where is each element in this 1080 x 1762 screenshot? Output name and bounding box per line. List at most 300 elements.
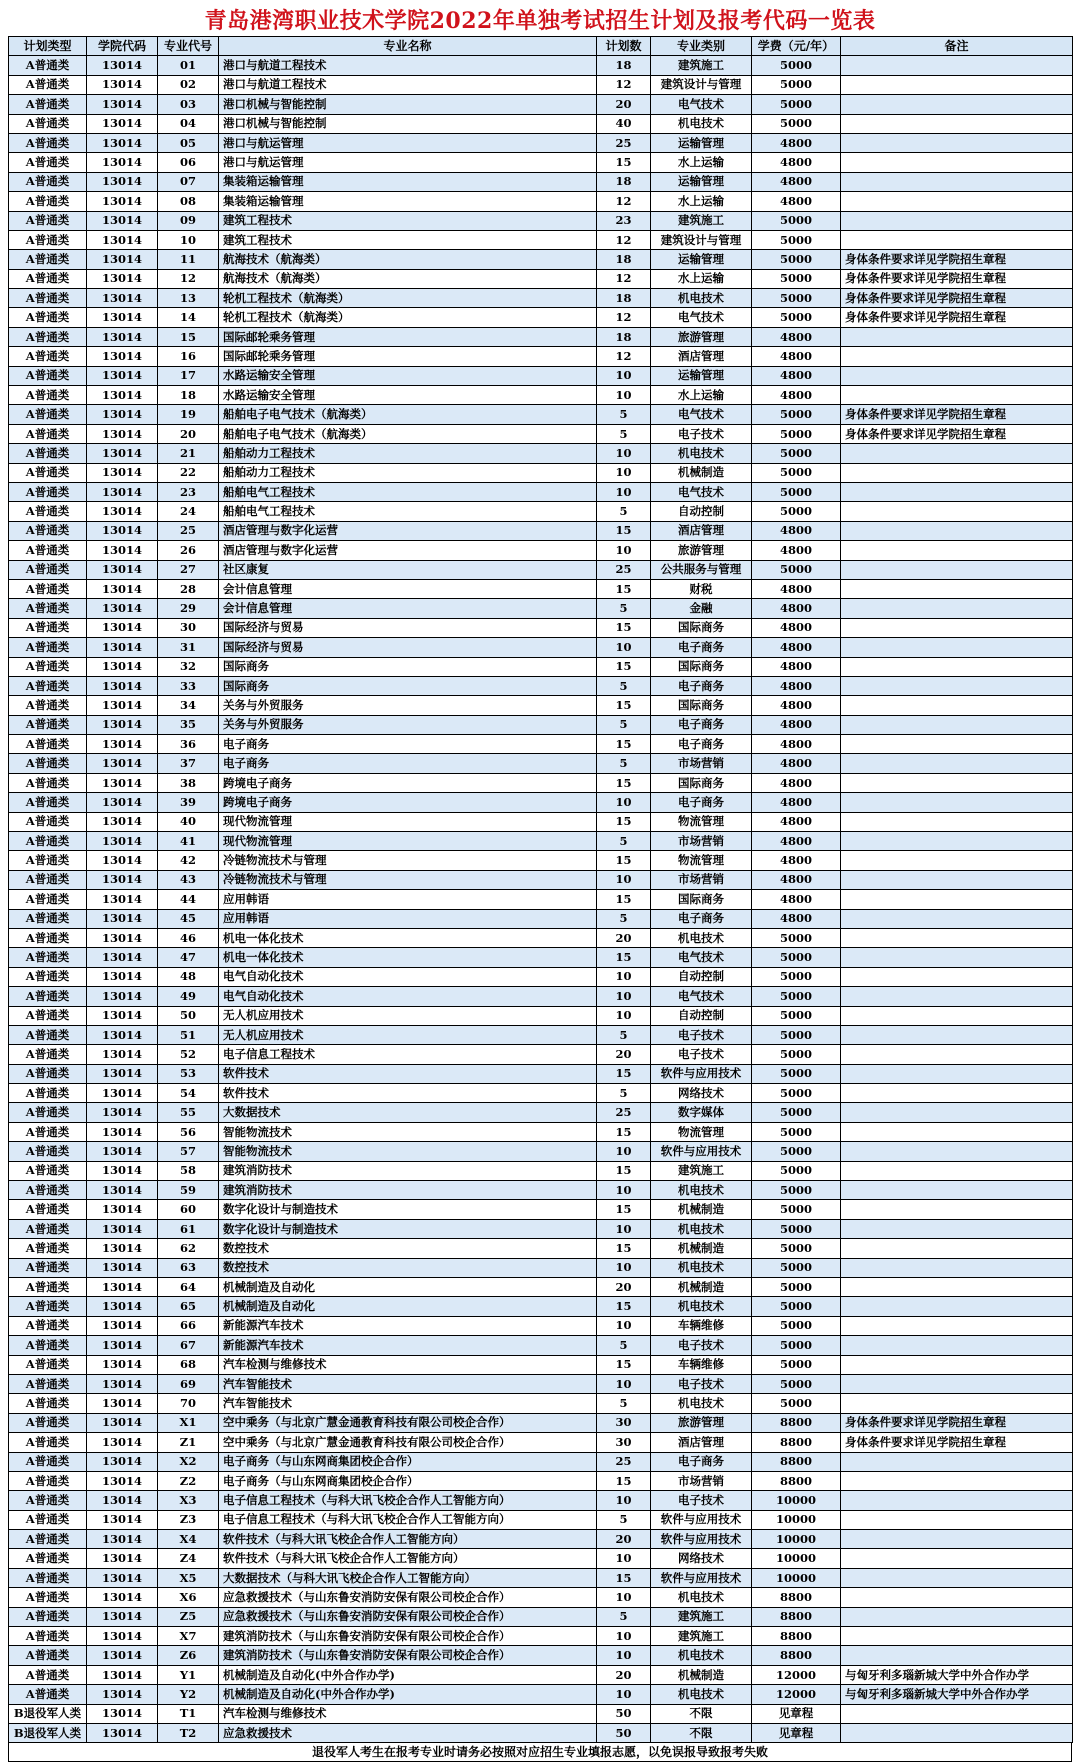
plan-type-cell: A普通类 (9, 1452, 87, 1471)
major-code-cell: 51 (158, 1025, 219, 1044)
tuition-cell: 5000 (752, 75, 841, 94)
table-row (9, 754, 1073, 773)
table-row (9, 1607, 1073, 1626)
table-row (9, 1568, 1073, 1587)
plan-count-cell: 5 (597, 1336, 651, 1355)
major-category-cell: 电子技术 (651, 1374, 752, 1393)
major-category-cell: 不限 (651, 1723, 752, 1742)
college-code-cell: 13014 (87, 289, 158, 308)
major-name-cell: 跨境电子商务 (219, 773, 597, 792)
college-code-cell: 13014 (87, 1297, 158, 1316)
plan-count-cell: 10 (597, 1374, 651, 1393)
plan-count-cell: 12 (597, 308, 651, 327)
plan-count-cell: 50 (597, 1704, 651, 1723)
college-code-cell: 13014 (87, 967, 158, 986)
major-category-cell: 建筑设计与管理 (651, 75, 752, 94)
tuition-cell: 4800 (752, 754, 841, 773)
plan-count-cell: 5 (597, 1025, 651, 1044)
table-row (9, 211, 1073, 230)
college-code-cell: 13014 (87, 366, 158, 385)
plan-count-cell: 10 (597, 1258, 651, 1277)
plan-count-cell: 5 (597, 909, 651, 928)
major-name-cell: 电子商务（与山东网商集团校企合作） (219, 1471, 597, 1490)
table-row (9, 153, 1073, 172)
major-category-cell: 机电技术 (651, 1588, 752, 1607)
major-name-cell: 关务与外贸服务 (219, 715, 597, 734)
plan-type-cell: A普通类 (9, 192, 87, 211)
table-row (9, 1413, 1073, 1432)
table-row (9, 1219, 1073, 1238)
tuition-cell: 10000 (752, 1530, 841, 1549)
major-category-cell: 物流管理 (651, 1122, 752, 1141)
table-row (9, 308, 1073, 327)
table-row (9, 987, 1073, 1006)
tuition-cell: 见章程 (752, 1723, 841, 1742)
plan-count-cell: 30 (597, 1413, 651, 1432)
major-name-cell: 会计信息管理 (219, 579, 597, 598)
remarks-cell (841, 1355, 1073, 1374)
plan-type-cell: A普通类 (9, 172, 87, 191)
plan-count-cell: 15 (597, 1064, 651, 1083)
table-row (9, 521, 1073, 540)
remarks-cell (841, 192, 1073, 211)
plan-type-cell: A普通类 (9, 696, 87, 715)
table-row (9, 599, 1073, 618)
tuition-cell: 8800 (752, 1627, 841, 1646)
tuition-cell: 5000 (752, 1181, 841, 1200)
table-row (9, 444, 1073, 463)
major-code-cell: 67 (158, 1336, 219, 1355)
header-major-name: 专业名称 (219, 37, 597, 56)
plan-count-cell: 50 (597, 1723, 651, 1742)
major-name-cell: 酒店管理与数字化运营 (219, 541, 597, 560)
plan-type-cell: A普通类 (9, 1084, 87, 1103)
college-code-cell: 13014 (87, 1219, 158, 1238)
tuition-cell: 5000 (752, 211, 841, 230)
major-code-cell: Z2 (158, 1471, 219, 1490)
table-row (9, 541, 1073, 560)
major-name-cell: 港口与航道工程技术 (219, 56, 597, 75)
plan-count-cell: 10 (597, 793, 651, 812)
remarks-cell (841, 890, 1073, 909)
college-code-cell: 13014 (87, 95, 158, 114)
college-code-cell: 13014 (87, 676, 158, 695)
major-category-cell: 机械制造 (651, 1239, 752, 1258)
plan-type-cell: A普通类 (9, 1530, 87, 1549)
header-major-code: 专业代号 (158, 37, 219, 56)
plan-count-cell: 15 (597, 521, 651, 540)
plan-type-cell: A普通类 (9, 1200, 87, 1219)
major-name-cell: 空中乘务（与北京广慧金通教育科技有限公司校企合作） (219, 1433, 597, 1452)
tuition-cell: 4800 (752, 832, 841, 851)
remarks-cell (841, 967, 1073, 986)
plan-type-cell: A普通类 (9, 715, 87, 734)
remarks-cell: 与匈牙利多瑙新城大学中外合作办学 (841, 1685, 1073, 1704)
major-name-cell: 冷链物流技术与管理 (219, 870, 597, 889)
college-code-cell: 13014 (87, 657, 158, 676)
major-category-cell: 旅游管理 (651, 541, 752, 560)
major-category-cell: 电子商务 (651, 909, 752, 928)
plan-type-cell: A普通类 (9, 386, 87, 405)
table-row (9, 95, 1073, 114)
major-name-cell: 电子信息工程技术（与科大讯飞校企合作人工智能方向） (219, 1510, 597, 1529)
major-category-cell: 软件与应用技术 (651, 1064, 752, 1083)
plan-count-cell: 5 (597, 424, 651, 443)
plan-type-cell: A普通类 (9, 1006, 87, 1025)
plan-type-cell: A普通类 (9, 114, 87, 133)
table-row (9, 812, 1073, 831)
plan-count-cell: 12 (597, 230, 651, 249)
table-row (9, 289, 1073, 308)
plan-count-cell: 25 (597, 560, 651, 579)
major-category-cell: 机电技术 (651, 1258, 752, 1277)
tuition-cell: 8800 (752, 1433, 841, 1452)
major-category-cell: 网络技术 (651, 1549, 752, 1568)
major-name-cell: 汽车智能技术 (219, 1374, 597, 1393)
major-name-cell: 船舶动力工程技术 (219, 463, 597, 482)
plan-count-cell: 20 (597, 1045, 651, 1064)
remarks-cell (841, 560, 1073, 579)
plan-count-cell: 15 (597, 657, 651, 676)
tuition-cell: 5000 (752, 560, 841, 579)
major-category-cell: 建筑设计与管理 (651, 230, 752, 249)
major-code-cell: 01 (158, 56, 219, 75)
major-category-cell: 财税 (651, 579, 752, 598)
major-name-cell: 集装箱运输管理 (219, 172, 597, 191)
major-name-cell: 水路运输安全管理 (219, 366, 597, 385)
plan-type-cell: A普通类 (9, 405, 87, 424)
remarks-cell (841, 1588, 1073, 1607)
major-code-cell: 31 (158, 638, 219, 657)
plan-type-cell: A普通类 (9, 890, 87, 909)
plan-count-cell: 15 (597, 948, 651, 967)
remarks-cell (841, 1704, 1073, 1723)
major-code-cell: Y2 (158, 1685, 219, 1704)
plan-count-cell: 15 (597, 579, 651, 598)
major-category-cell: 机电技术 (651, 1181, 752, 1200)
tuition-cell: 5000 (752, 269, 841, 288)
tuition-cell: 5000 (752, 1219, 841, 1238)
plan-count-cell: 30 (597, 1433, 651, 1452)
plan-count-cell: 5 (597, 754, 651, 773)
major-code-cell: 04 (158, 114, 219, 133)
major-category-cell: 机电技术 (651, 114, 752, 133)
tuition-cell: 4800 (752, 366, 841, 385)
table-row (9, 1471, 1073, 1490)
college-code-cell: 13014 (87, 424, 158, 443)
major-name-cell: 数字化设计与制造技术 (219, 1200, 597, 1219)
college-code-cell: 13014 (87, 1530, 158, 1549)
college-code-cell: 13014 (87, 230, 158, 249)
major-category-cell: 电气技术 (651, 987, 752, 1006)
major-code-cell: 09 (158, 211, 219, 230)
table-row (9, 618, 1073, 637)
college-code-cell: 13014 (87, 1161, 158, 1180)
plan-type-cell: A普通类 (9, 1355, 87, 1374)
plan-type-cell: A普通类 (9, 1142, 87, 1161)
college-code-cell: 13014 (87, 579, 158, 598)
plan-count-cell: 20 (597, 1530, 651, 1549)
major-code-cell: 06 (158, 153, 219, 172)
college-code-cell: 13014 (87, 1142, 158, 1161)
tuition-cell: 4800 (752, 599, 841, 618)
major-name-cell: 数控技术 (219, 1239, 597, 1258)
plan-type-cell: A普通类 (9, 153, 87, 172)
major-category-cell: 机械制造 (651, 1200, 752, 1219)
major-name-cell: 建筑消防技术 (219, 1181, 597, 1200)
remarks-cell (841, 1374, 1073, 1393)
plan-count-cell: 10 (597, 1006, 651, 1025)
remarks-cell: 身体条件要求详见学院招生章程 (841, 1433, 1073, 1452)
table-row (9, 366, 1073, 385)
plan-count-cell: 10 (597, 1491, 651, 1510)
table-row (9, 463, 1073, 482)
plan-type-cell: A普通类 (9, 793, 87, 812)
plan-count-cell: 10 (597, 1219, 651, 1238)
tuition-cell: 4800 (752, 192, 841, 211)
major-category-cell: 运输管理 (651, 366, 752, 385)
tuition-cell: 5000 (752, 95, 841, 114)
college-code-cell: 13014 (87, 541, 158, 560)
college-code-cell: 13014 (87, 347, 158, 366)
header-major-category: 专业类别 (651, 37, 752, 56)
tuition-cell: 5000 (752, 928, 841, 947)
major-category-cell: 软件与应用技术 (651, 1142, 752, 1161)
tuition-cell: 5000 (752, 967, 841, 986)
remarks-cell (841, 987, 1073, 1006)
major-category-cell: 机电技术 (651, 1646, 752, 1665)
college-code-cell: 13014 (87, 735, 158, 754)
major-category-cell: 电子商务 (651, 638, 752, 657)
plan-type-cell: A普通类 (9, 1161, 87, 1180)
major-code-cell: 62 (158, 1239, 219, 1258)
major-name-cell: 酒店管理与数字化运营 (219, 521, 597, 540)
major-category-cell: 电子商务 (651, 793, 752, 812)
remarks-cell (841, 832, 1073, 851)
plan-type-cell: A普通类 (9, 1064, 87, 1083)
major-code-cell: 61 (158, 1219, 219, 1238)
major-name-cell: 机械制造及自动化(中外合作办学) (219, 1665, 597, 1684)
plan-count-cell: 10 (597, 1142, 651, 1161)
remarks-cell (841, 1316, 1073, 1335)
plan-count-cell: 10 (597, 1646, 651, 1665)
major-name-cell: 机械制造及自动化 (219, 1297, 597, 1316)
tuition-cell: 12000 (752, 1665, 841, 1684)
table-row (9, 967, 1073, 986)
table-row (9, 192, 1073, 211)
plan-count-cell: 18 (597, 56, 651, 75)
plan-count-cell: 10 (597, 870, 651, 889)
tuition-cell: 5000 (752, 482, 841, 501)
remarks-cell (841, 1627, 1073, 1646)
remarks-cell (841, 909, 1073, 928)
major-category-cell: 建筑施工 (651, 1627, 752, 1646)
major-code-cell: 60 (158, 1200, 219, 1219)
major-code-cell: 13 (158, 289, 219, 308)
major-code-cell: 02 (158, 75, 219, 94)
major-code-cell: X4 (158, 1530, 219, 1549)
table-row (9, 1646, 1073, 1665)
major-name-cell: 电子商务（与山东网商集团校企合作） (219, 1452, 597, 1471)
table-row (9, 890, 1073, 909)
remarks-cell (841, 1530, 1073, 1549)
plan-type-cell: A普通类 (9, 1685, 87, 1704)
major-code-cell: 39 (158, 793, 219, 812)
remarks-cell (841, 618, 1073, 637)
major-code-cell: 44 (158, 890, 219, 909)
major-category-cell: 软件与应用技术 (651, 1530, 752, 1549)
college-code-cell: 13014 (87, 909, 158, 928)
major-code-cell: 63 (158, 1258, 219, 1277)
major-name-cell: 现代物流管理 (219, 832, 597, 851)
plan-type-cell: A普通类 (9, 1336, 87, 1355)
college-code-cell: 13014 (87, 75, 158, 94)
college-code-cell: 13014 (87, 832, 158, 851)
college-code-cell: 13014 (87, 1627, 158, 1646)
remarks-cell (841, 1471, 1073, 1490)
major-name-cell: 水路运输安全管理 (219, 386, 597, 405)
plan-type-cell: A普通类 (9, 1413, 87, 1432)
college-code-cell: 13014 (87, 153, 158, 172)
major-code-cell: 10 (158, 230, 219, 249)
header-plan-count: 计划数 (597, 37, 651, 56)
college-code-cell: 13014 (87, 1064, 158, 1083)
remarks-cell (841, 386, 1073, 405)
major-category-cell: 运输管理 (651, 250, 752, 269)
major-category-cell: 物流管理 (651, 812, 752, 831)
major-name-cell: 建筑工程技术 (219, 211, 597, 230)
major-category-cell: 电子商务 (651, 676, 752, 695)
major-code-cell: Z1 (158, 1433, 219, 1452)
plan-type-cell: A普通类 (9, 1316, 87, 1335)
college-code-cell: 13014 (87, 1568, 158, 1587)
remarks-cell (841, 1278, 1073, 1297)
college-code-cell: 13014 (87, 1413, 158, 1432)
table-row (9, 482, 1073, 501)
remarks-cell (841, 1549, 1073, 1568)
table-row (9, 676, 1073, 695)
major-code-cell: 57 (158, 1142, 219, 1161)
major-category-cell: 电子商务 (651, 715, 752, 734)
college-code-cell: 13014 (87, 1374, 158, 1393)
footnote: 退役军人考生在报考专业时请务必按照对应招生专业填报志愿，以免误报导致报考失败 (8, 1743, 1072, 1762)
major-code-cell: 54 (158, 1084, 219, 1103)
major-category-cell: 电气技术 (651, 948, 752, 967)
tuition-cell: 5000 (752, 289, 841, 308)
major-code-cell: 28 (158, 579, 219, 598)
plan-type-cell: A普通类 (9, 948, 87, 967)
remarks-cell (841, 773, 1073, 792)
plan-count-cell: 10 (597, 1627, 651, 1646)
remarks-cell (841, 676, 1073, 695)
table-row (9, 1045, 1073, 1064)
major-code-cell: 32 (158, 657, 219, 676)
remarks-cell: 与匈牙利多瑙新城大学中外合作办学 (841, 1665, 1073, 1684)
major-code-cell: 05 (158, 133, 219, 152)
remarks-cell (841, 579, 1073, 598)
major-category-cell: 机电技术 (651, 289, 752, 308)
plan-type-cell: A普通类 (9, 1568, 87, 1587)
college-code-cell: 13014 (87, 1278, 158, 1297)
major-name-cell: 船舶电子电气技术（航海类） (219, 424, 597, 443)
major-category-cell: 网络技术 (651, 1084, 752, 1103)
major-name-cell: 应急救援技术 (219, 1723, 597, 1742)
college-code-cell: 13014 (87, 1258, 158, 1277)
tuition-cell: 5000 (752, 405, 841, 424)
plan-count-cell: 18 (597, 289, 651, 308)
table-row (9, 1452, 1073, 1471)
college-code-cell: 13014 (87, 1239, 158, 1258)
table-row (9, 1103, 1073, 1122)
major-name-cell: 机电一体化技术 (219, 928, 597, 947)
major-category-cell: 旅游管理 (651, 1413, 752, 1432)
table-body (9, 56, 1073, 1743)
major-category-cell: 水上运输 (651, 192, 752, 211)
major-code-cell: 70 (158, 1394, 219, 1413)
table-row (9, 1025, 1073, 1044)
major-code-cell: 24 (158, 502, 219, 521)
remarks-cell (841, 1258, 1073, 1277)
plan-count-cell: 5 (597, 676, 651, 695)
major-name-cell: 空中乘务（与北京广慧金通教育科技有限公司校企合作） (219, 1413, 597, 1432)
remarks-cell (841, 1607, 1073, 1626)
table-row (9, 1297, 1073, 1316)
major-category-cell: 建筑施工 (651, 211, 752, 230)
major-category-cell: 运输管理 (651, 133, 752, 152)
college-code-cell: 13014 (87, 928, 158, 947)
remarks-cell (841, 1006, 1073, 1025)
major-code-cell: Z3 (158, 1510, 219, 1529)
plan-type-cell: A普通类 (9, 1510, 87, 1529)
table-row (9, 1510, 1073, 1529)
college-code-cell: 13014 (87, 1549, 158, 1568)
major-code-cell: 50 (158, 1006, 219, 1025)
table-row (9, 1433, 1073, 1452)
table-row (9, 1627, 1073, 1646)
college-code-cell: 13014 (87, 1607, 158, 1626)
plan-type-cell: A普通类 (9, 1374, 87, 1393)
remarks-cell: 身体条件要求详见学院招生章程 (841, 405, 1073, 424)
plan-count-cell: 12 (597, 269, 651, 288)
remarks-cell (841, 1239, 1073, 1258)
plan-count-cell: 15 (597, 812, 651, 831)
tuition-cell: 5000 (752, 56, 841, 75)
college-code-cell: 13014 (87, 1491, 158, 1510)
major-name-cell: 建筑工程技术 (219, 230, 597, 249)
major-name-cell: 建筑消防技术 (219, 1161, 597, 1180)
tuition-cell: 10000 (752, 1510, 841, 1529)
remarks-cell (841, 463, 1073, 482)
major-code-cell: Y1 (158, 1665, 219, 1684)
major-name-cell: 电子商务 (219, 735, 597, 754)
major-category-cell: 机电技术 (651, 1394, 752, 1413)
plan-count-cell: 10 (597, 482, 651, 501)
plan-type-cell: A普通类 (9, 618, 87, 637)
remarks-cell (841, 870, 1073, 889)
major-code-cell: 64 (158, 1278, 219, 1297)
tuition-cell: 5000 (752, 1316, 841, 1335)
tuition-cell: 4800 (752, 541, 841, 560)
table-row (9, 1336, 1073, 1355)
major-code-cell: 14 (158, 308, 219, 327)
plan-type-cell: A普通类 (9, 1471, 87, 1490)
plan-type-cell: A普通类 (9, 1394, 87, 1413)
remarks-cell (841, 521, 1073, 540)
plan-count-cell: 18 (597, 250, 651, 269)
major-name-cell: 社区康复 (219, 560, 597, 579)
major-category-cell: 自动控制 (651, 967, 752, 986)
tuition-cell: 4800 (752, 521, 841, 540)
